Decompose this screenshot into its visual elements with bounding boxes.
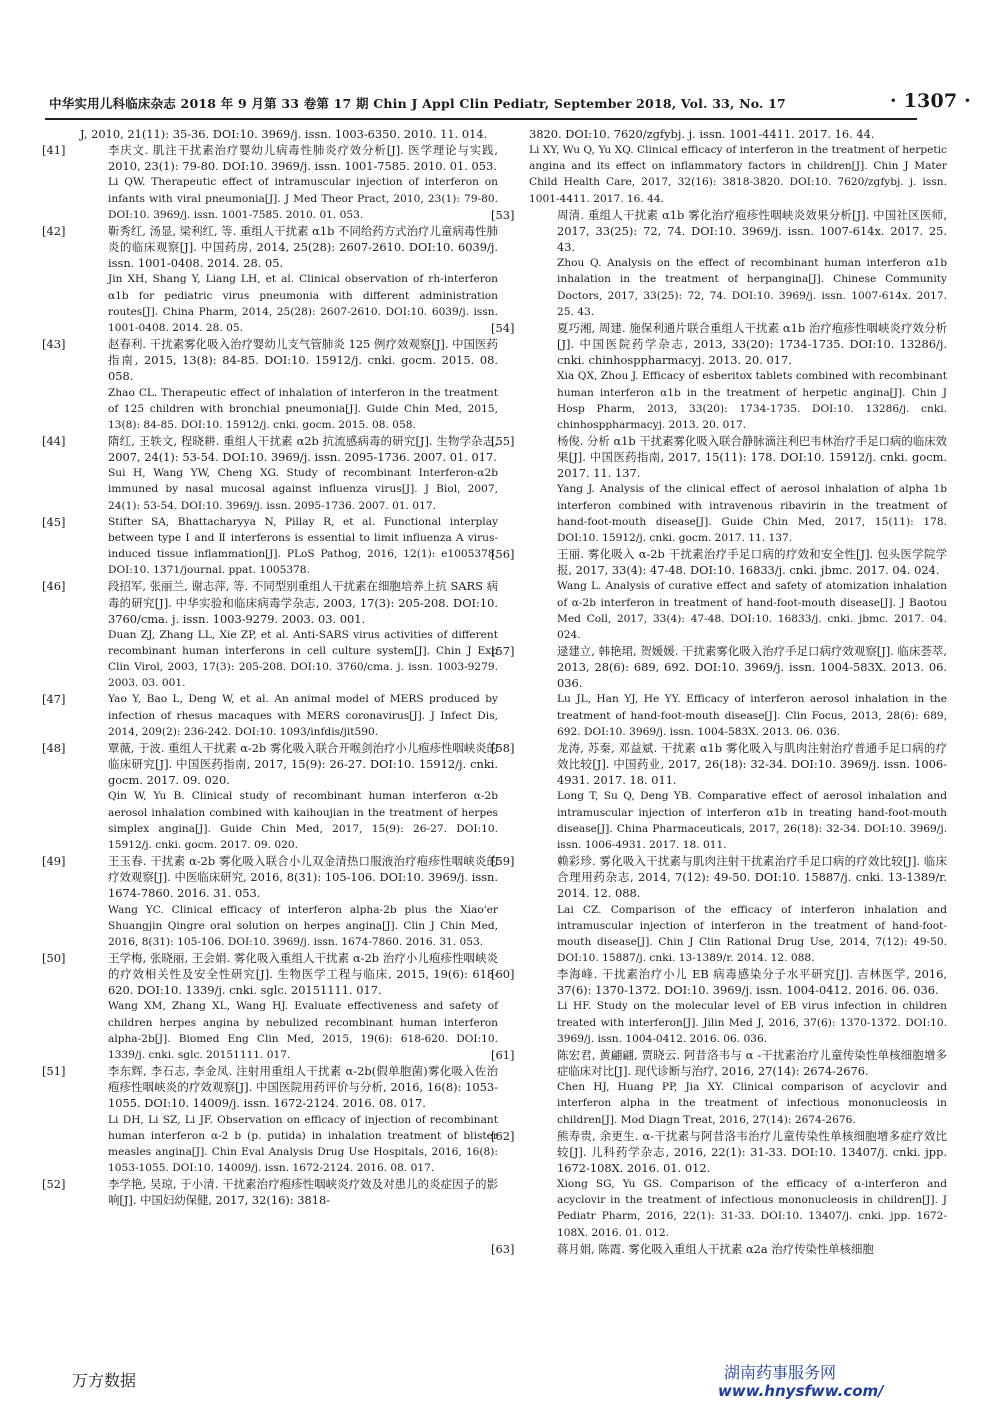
reference-entry [491, 853, 947, 966]
reference-translation: Wang YC. Clinical efficacy of interferon alpha-2b plus the Xiao'er Shuangjin Qingre oral solution on herpes angina[J]. Clin J Chin Med, 2016, 8(31): 105-106. DOI:10. 3969/j. issn. 1674-7860. 2016. 31. 053. [108, 903, 498, 948]
reference-number: [48] [42, 740, 66, 755]
left-column [42, 126, 498, 1208]
publisher-footer: 万方数据 [72, 1371, 137, 1390]
reference-text: 逯建立, 韩艳珺, 贺媛媛. 干扰素雾化吸入治疗手足口病疗效观察[J]. 临床荟萃, 2013, 28(6): 689, 692. DOI:10. 3969/j. issn. 1004-583X. 2013. 06. 036. [557, 644, 947, 691]
reference-number: [53] [491, 207, 515, 222]
reference-text: 龙涛, 苏秦, 邓益斌. 干扰素 α1b 雾化吸入与肌肉注射治疗普通手足口病的疗效比较[J]. 中国药业, 2017, 26(18): 32-34. DOI:10. 3969/j. issn. 1006-4931. 2017. 18. 011. [557, 740, 947, 788]
reference-translation: Wang XM, Zhang XL, Wang HJ. Evaluate effectiveness and safety of children herpes angina by nebulized recombinant human interferon alpha-2b[J]. Biomed Eng Clin Med, 2015, 19(6): 618-620. DOI:10. 1339/j. cnki. sglc. 20151111. 017. [108, 1000, 498, 1061]
reference-translation: Stifter SA, Bhattacharyya N, Pillay R, et al. Functional interplay between type Ⅰ and Ⅱ interferons is essential to limit influenza A virus-induced tissue inflammation[J]. PLoS Pathog, 2016, 12(1): e1005378. DOI:10. 1371/journal. ppat. 1005378. [108, 515, 498, 577]
reference-translation: Li HF. Study on the molecular level of EB virus infection in children treated with interferon[J]. Jilin Med J, 2016, 37(6): 1370-1372. DOI:10. 3969/j. issn. 1004-0412. 2016. 06. 036. [557, 1000, 947, 1045]
reference-entry [42, 433, 498, 514]
watermark-site-name: 湖南药事服务网 [724, 1363, 837, 1382]
reference-number: [63] [491, 1241, 515, 1256]
journal-header: 中华实用儿科临床杂志 2018 年 9 月第 33 卷第 17 期 Chin J Appl Clin Pediatr, September 2018, Vol. 33, No. 17 [49, 96, 786, 111]
reference-entry [42, 578, 498, 691]
reference-entry [42, 950, 498, 1063]
reference-translation: Yao Y, Bao L, Deng W, et al. An animal model of MERS produced by infection of rhesus macaques with MERS coronavirus[J]. J Infect Dis, 2014, 209(2): 236-242. DOI:10. 1093/infdis/jit590. [108, 693, 498, 738]
reference-entry [42, 853, 498, 950]
reference-translation: Zhou Q. Analysis on the effect of recombinant human interferon α1b inhalation in the treatment of herpangina[J]. Chinese Community Doctors, 2017, 33(25): 72, 74. DOI:10. 3969/j. issn. 1007-614x. 2017. 25. 43. [557, 257, 947, 318]
reference-entry [42, 740, 498, 853]
reference-text: 李东辉, 李石志, 李金凤. 注射用重组人干扰素 α-2b(假单胞菌)雾化吸入佐治疱疹性咽峡炎的疗效观察[J]. 中国医院用药评价与分析, 2016, 16(8): 1053-1055. DOI:10. 14009/j. issn. 1672-2124. 2016. 08. 017. [108, 1064, 498, 1111]
reference-text: 王玉春. 干扰素 α-2b 雾化吸入联合小儿双金清热口服液治疗疱疹性咽峡炎的疗效观察[J]. 中医临床研究, 2016, 8(31): 105-106. DOI:10. 3969/j. issn. 1674-7860. 2016. 31. 053. [108, 854, 498, 901]
reference-translation: Jin XH, Shang Y, Liang LH, et al. Clinical observation of rh-interferon α1b for pediatric virus pneumonia with different administration routes[J]. China Pharm, 2014, 25(28): 2607-2610. DOI:10. 6039/j. issn. 1001-0408. 2014. 28. 05. [108, 273, 498, 334]
reference-translation: Sui H, Wang YW, Cheng XG. Study of recombinant Interferon-α2b immuned by nasal mucosal against influenza virus[J]. J Biol, 2007, 24(1): 53-54. DOI:10. 3969/j. issn. 2095-1736. 2007. 01. 017. [108, 467, 498, 512]
reference-number: [46] [42, 579, 66, 594]
reference-text: 3820. DOI:10. 7620/zgfybj. j. issn. 1001-4411. 2017. 16. 44. [529, 127, 875, 141]
reference-translation: Li QW. Therapeutic effect of intramuscular injection of interferon on infants with viral pneumonia[J]. J Med Theor Pract, 2010, 23(1): 79-80. DOI:10. 3969/j. issn. 1001-7585. 2010. 01. 053. [108, 176, 498, 221]
watermark [718, 1364, 938, 1400]
reference-translation: Chen HJ, Huang PP, Jia XY. Clinical comparison of acyclovir and interferon alpha in the treatment of infectious mononucleosis in children[J]. Mod Diagn Treat, 2016, 27(14): 2674-2676. [557, 1081, 947, 1126]
reference-translation: Yang J. Analysis of the clinical effect of aerosol inhalation of alpha 1b interferon combined with intravenous ribavirin in the treatment of hand-foot-mouth disease[J]. Guide Chin Med, 2017, 15(11): 178. DOI:10. 15912/j. cnki. gocm. 2017. 11. 137. [557, 483, 947, 544]
reference-translation: Zhao CL. Therapeutic effect of inhalation of interferon in the treatment of 125 children with bronchial pneumonia[J]. Guide Chin Med, 2015, 13(8): 84-85. DOI:10. 15912/j. cnki. gocm. 2015. 08. 058. [108, 386, 498, 431]
reference-number: [54] [491, 320, 515, 335]
page-number: · 1307 · [890, 90, 971, 112]
reference-entry [491, 1128, 947, 1241]
reference-translation: Xia QX, Zhou J. Efficacy of esberitox tablets combined with recombinant human interferon α1b in the treatment of herpetic angina[J]. Chin J Hosp Pharm, 2013, 33(20): 1734-1735. DOI:10. 13286/j. cnki. chinhosppharmacyj. 2013. 20. 017. [557, 370, 947, 431]
reference-number: [57] [491, 644, 515, 658]
reference-translation: Long T, Su Q, Deng YB. Comparative effect of aerosol inhalation and intramuscular injection of interferon α1b in treating hand-foot-mouth disease[J]. China Pharmaceuticals, 2017, 26(18): 32-34. DOI:10. 3969/j. issn. 1006-4931. 2017. 18. 011. [557, 790, 947, 851]
reference-text: 李庆文. 肌注干扰素治疗婴幼儿病毒性肺炎疗效分析[J]. 医学理论与实践, 2010, 23(1): 79-80. DOI:10. 3969/j. issn. 1001-7585. 2010. 01. 053. [108, 143, 498, 174]
reference-number: [59] [491, 854, 515, 869]
reference-number: [50] [42, 950, 66, 965]
reference-translation: Lu JL, Han YJ, He YY. Efficacy of interferon aerosol inhalation in the treatment of hand-foot-mouth disease[J]. Clin Focus, 2013, 28(6): 689, 692. DOI:10. 3969/j. issn. 1004-583X. 2013. 06. 036. [557, 693, 947, 738]
reference-entry [491, 1241, 947, 1257]
reference-text: 靳秀红, 汤显, 梁利红, 等. 重组人干扰素 α1b 不同给药方式治疗儿童病毒性肺炎的临床观察[J]. 中国药房, 2014, 25(28): 2607-2610. DOI:10. 6039/j. issn. 1001-0408. 2014. 28. 05. [108, 223, 498, 271]
reference-entry [491, 320, 947, 433]
reference-text: 陈宏君, 黄翩翩, 贾晓云. 阿昔洛韦与 α -干扰素治疗儿童传染性单核细胞增多症临床对比[J]. 现代诊断与治疗, 2016, 27(14): 2674-2676. [557, 1047, 947, 1079]
reference-entry [42, 336, 498, 433]
reference-text: 李学艳, 吴琼, 于小清. 干扰素治疗疱疹性咽峡炎疗效及对患儿的炎症因子的影响[J]. 中国妇幼保健, 2017, 32(16): 3818- [108, 1177, 498, 1208]
reference-entry [42, 691, 498, 739]
reference-entry [491, 643, 947, 740]
reference-text: 王丽. 雾化吸入 α-2b 干扰素治疗手足口病的疗效和安全性[J]. 包头医学院学报, 2017, 33(4): 47-48. DOI:10. 16833/j. cnki. jbmc. 2017. 04. 024. [557, 547, 947, 578]
header-rule [45, 118, 917, 120]
reference-number: [62] [491, 1128, 515, 1143]
reference-number: [60] [491, 967, 515, 982]
running-header [45, 90, 971, 116]
reference-text: 蒋月娟, 陈霞. 雾化吸入重组人干扰素 α2a 治疗传染性单核细胞 [557, 1241, 874, 1256]
reference-entry [491, 546, 947, 643]
right-column [491, 126, 947, 1257]
reference-entry [42, 223, 498, 336]
reference-text: 熊寿贵, 余更生. α-干扰素与阿昔洛韦治疗儿童传染性单核细胞增多症疗效比较[J]. 儿科药学杂志, 2016, 22(1): 31-33. DOI:10. 13407/j. cnki. jpp. 1672-108X. 2016. 01. 012. [557, 1128, 947, 1175]
reference-number: [51] [42, 1064, 66, 1079]
reference-text: 段招军, 张丽兰, 谢志萍, 等. 不同型别重组人干扰素在细胞培养上抗 SARS 病毒的研究[J]. 中华实验和临床病毒学杂志, 2003, 17(3): 205-208. DOI:10. 3760/cma. j. issn. 1003-9279. 2003. 03. 001. [108, 579, 498, 626]
reference-text: 赖彩珍. 雾化吸入干扰素与肌肉注射干扰素治疗手足口病的疗效比较[J]. 临床合理用药杂志, 2014, 7(12): 49-50. DOI:10. 15887/j. cnki. 13-1389/r. 2014. 12. 088. [557, 854, 947, 901]
reference-text: 杨俊. 分析 α1b 干扰素雾化吸入联合静脉滴注利巴韦林治疗手足口病的临床效果[J]. 中国医药指南, 2017, 15(11): 178. DOI:10. 15912/j. cnki. gocm. 2017. 11. 137. [557, 433, 947, 481]
reference-entry [42, 1176, 498, 1208]
reference-entry [491, 740, 947, 853]
reference-text: 覃薇, 于波. 重组人干扰素 α-2b 雾化吸入联合开喉剑治疗小儿疱疹性咽峡炎的临床研究[J]. 中国医药指南, 2017, 15(9): 26-27. DOI:10. 15912/j. cnki. gocm. 2017. 09. 020. [108, 740, 498, 788]
reference-entry [42, 1063, 498, 1176]
reference-translation: Li DH, Li SZ, Li JF. Observation on efficacy of injection of recombinant human interferon α-2 b (p. putida) in inhalation treatment of blister measles angina[J]. Chin Eval Analysis Drug Use Hospitals, 2016, 16(8): 1053-1055. DOI:10. 14009/j. issn. 1672-2124. 2016. 08. 017. [108, 1113, 498, 1174]
reference-number: [49] [42, 854, 66, 869]
reference-number: [56] [491, 547, 515, 562]
reference-text: 赵春利. 干扰素雾化吸入治疗婴幼儿支气管肺炎 125 例疗效观察[J]. 中国医药指南, 2015, 13(8): 84-85. DOI:10. 15912/j. cnki. gocm. 2015. 08. 058. [108, 337, 498, 384]
reference-number: [47] [42, 692, 66, 707]
reference-number: [61] [491, 1047, 515, 1062]
reference-text: J, 2010, 21(11): 35-36. DOI:10. 3969/j. issn. 1003-6350. 2010. 11. 014. [80, 127, 488, 141]
reference-translation: Lai CZ. Comparison of the efficacy of interferon inhalation and intramuscular injection of interferon in the treatment of hand-foot-mouth disease[J]. Chin J Clin Rational Drug Use, 2014, 7(12): 49-50. DOI:10. 15887/j. cnki. 13-1389/r. 2014. 12. 088. [557, 903, 947, 964]
reference-number: [43] [42, 337, 66, 352]
reference-number: [41] [42, 143, 66, 158]
reference-entry [42, 142, 498, 223]
reference-entry [491, 1047, 947, 1128]
reference-entry [42, 514, 498, 579]
reference-entry [80, 126, 498, 142]
reference-entry [491, 207, 947, 320]
reference-entry [491, 433, 947, 546]
reference-number: [52] [42, 1177, 66, 1192]
reference-translation: Li XY, Wu Q, Yu XQ. Clinical efficacy of interferon in the treatment of herpetic angina and its effect on inflammatory factors in children[J]. Chin J Mater Child Health Care, 2017, 32(16): 3818-3820. DOI:10. 7620/zgfybj. j. issn. 1001-4411. 2017. 16. 44. [529, 144, 947, 205]
reference-translation: Duan ZJ, Zhang LL, Xie ZP, et al. Anti-SARS virus activities of different recombinant human interferons in cell culture system[J]. Chin J Exp Clin Virol, 2003, 17(3): 205-208. DOI:10. 3760/cma. j. issn. 1003-9279. 2003. 03. 001. [108, 628, 498, 690]
reference-translation: Qin W, Yu B. Clinical study of recombinant human interferon α-2b aerosol inhalation combined with kaihoujian in the treatment of herpes simplex angina[J]. Guide Chin Med, 2017, 15(9): 26-27. DOI:10. 15912/j. cnki. gocm. 2017. 09. 020. [108, 790, 498, 851]
reference-text: 李海峰. 干扰素治疗小儿 EB 病毒感染分子水平研究[J]. 吉林医学, 2016, 37(6): 1370-1372. DOI:10. 3969/j. issn. 1004-0412. 2016. 06. 036. [557, 967, 947, 998]
reference-number: [58] [491, 740, 515, 755]
reference-translation: Xiong SG, Yu GS. Comparison of the efficacy of α-interferon and acyclovir in the treatment of infectious mononucleosis in children[J]. J Pediatr Pharm, 2016, 22(1): 31-33. DOI:10. 13407/j. cnki. jpp. 1672-108X. 2016. 01. 012. [557, 1178, 947, 1239]
reference-number: [55] [491, 433, 515, 448]
reference-number: [44] [42, 433, 66, 448]
reference-text: 夏巧湘, 周建. 施保利通片联合重组人干扰素 α1b 治疗疱疹性咽峡炎疗效分析[J]. 中国医院药学杂志, 2013, 33(20): 1734-1735. DOI:10. 13286/j. cnki. chinhosppharmacyj. 2013. 20. 017. [557, 320, 947, 368]
reference-number: [45] [42, 514, 66, 529]
reference-entry [491, 966, 947, 1047]
reference-translation: Wang L. Analysis of curative effect and safety of atomization inhalation of α-2b interferon in treatment of hand-foot-mouth disease[J]. J Baotou Med Coll, 2017, 33(4): 47-48. DOI:10. 16833/j. cnki. jbmc. 2017. 04. 024. [557, 580, 947, 641]
reference-text: 隋红, 王轶文, 程晓耕. 重组人干扰素 α2b 抗流感病毒的研究[J]. 生物学杂志, 2007, 24(1): 53-54. DOI:10. 3969/j. issn. 2095-1736. 2007. 01. 017. [108, 433, 498, 465]
reference-text: 王学梅, 张晓丽, 王会娟. 雾化吸入重组人干扰素 α-2b 治疗小儿疱疹性咽峡炎的疗效相关性及安全性研究[J]. 生物医学工程与临床, 2015, 19(6): 618-620. DOI:10. 1339/j. cnki. sglc. 20151111. 017. [108, 950, 498, 998]
reference-number: [42] [42, 223, 66, 238]
watermark-url: www.hnysfww.com/ [718, 1382, 884, 1400]
reference-entry [529, 126, 947, 207]
reference-text: 周清. 重组人干扰素 α1b 雾化治疗疱疹性咽峡炎效果分析[J]. 中国社区医师, 2017, 33(25): 72, 74. DOI:10. 3969/j. issn. 1007-614x. 2017. 25. 43. [557, 207, 947, 255]
